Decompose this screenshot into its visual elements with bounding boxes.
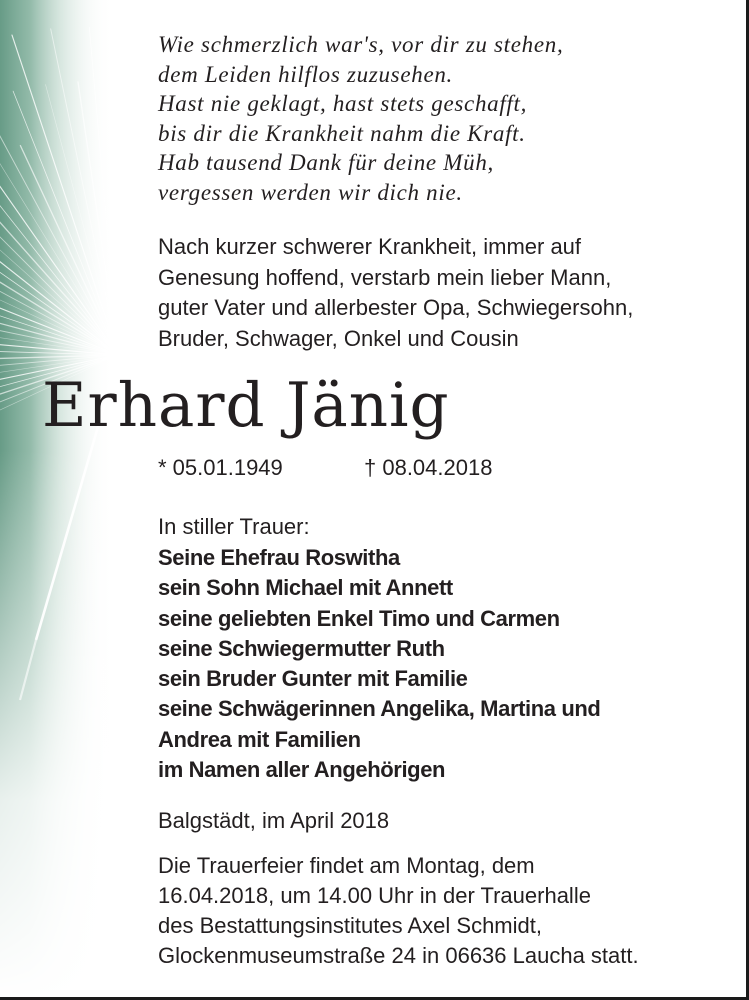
mourner-entry: sein Bruder Gunter mit Familie <box>158 666 468 692</box>
announcement-line: Genesung hoffend, verstarb mein lieber Mann, <box>158 264 612 290</box>
poem <box>158 30 718 207</box>
birth-date: * 05.01.1949 <box>158 455 283 480</box>
poem-line: Hast nie geklagt, hast stets geschafft, <box>158 91 528 116</box>
mourner-entry: sein Sohn Michael mit Annett <box>158 575 453 601</box>
poem-line: Hab tausend Dank für deine Müh, <box>158 150 494 175</box>
mourning-heading: In stiller Trauer: <box>158 514 310 539</box>
mourner-entry: Andrea mit Familien <box>158 726 361 752</box>
death-date: † 08.04.2018 <box>364 455 493 480</box>
mourner-entry: Seine Ehefrau Roswitha <box>158 545 400 570</box>
funeral-line: des Bestattungsinstitutes Axel Schmidt, <box>158 913 542 938</box>
funeral-line: 16.04.2018, um 14.00 Uhr in der Trauerhalle <box>158 883 591 908</box>
mourner-entry: seine geliebten Enkel Timo und Carmen <box>158 605 560 631</box>
poem-line: dem Leiden hilflos zuzusehen. <box>158 61 453 87</box>
funeral-information <box>158 851 738 971</box>
poem-line: bis dir die Krankheit nahm die Kraft. <box>158 120 526 146</box>
poem-line: vergessen werden wir dich nie. <box>158 179 463 205</box>
mourner-entry: seine Schwägerinnen Angelika, Martina und <box>158 696 601 722</box>
place-and-date: Balgstädt, im April 2018 <box>158 808 390 833</box>
announcement-line: Bruder, Schwager, Onkel und Cousin <box>158 325 519 351</box>
life-dates <box>158 453 678 483</box>
announcement-line: guter Vater und allerbester Opa, Schwiegersohn, <box>158 295 634 320</box>
mourner-entry: seine Schwiegermutter Ruth <box>158 635 445 661</box>
mourners-list <box>158 543 738 785</box>
funeral-line: Die Trauerfeier findet am Montag, dem <box>158 853 535 878</box>
announcement-line: Nach kurzer schwerer Krankheit, immer auf <box>158 234 582 259</box>
mourner-entry: im Namen aller Angehörigen <box>158 757 446 783</box>
deceased-name: Erhard Jänig <box>42 370 450 441</box>
death-announcement-text <box>158 232 738 354</box>
poem-line: Wie schmerzlich war's, vor dir zu stehen, <box>158 32 564 57</box>
funeral-line: Glockenmuseumstraße 24 in 06636 Laucha statt. <box>158 943 639 968</box>
